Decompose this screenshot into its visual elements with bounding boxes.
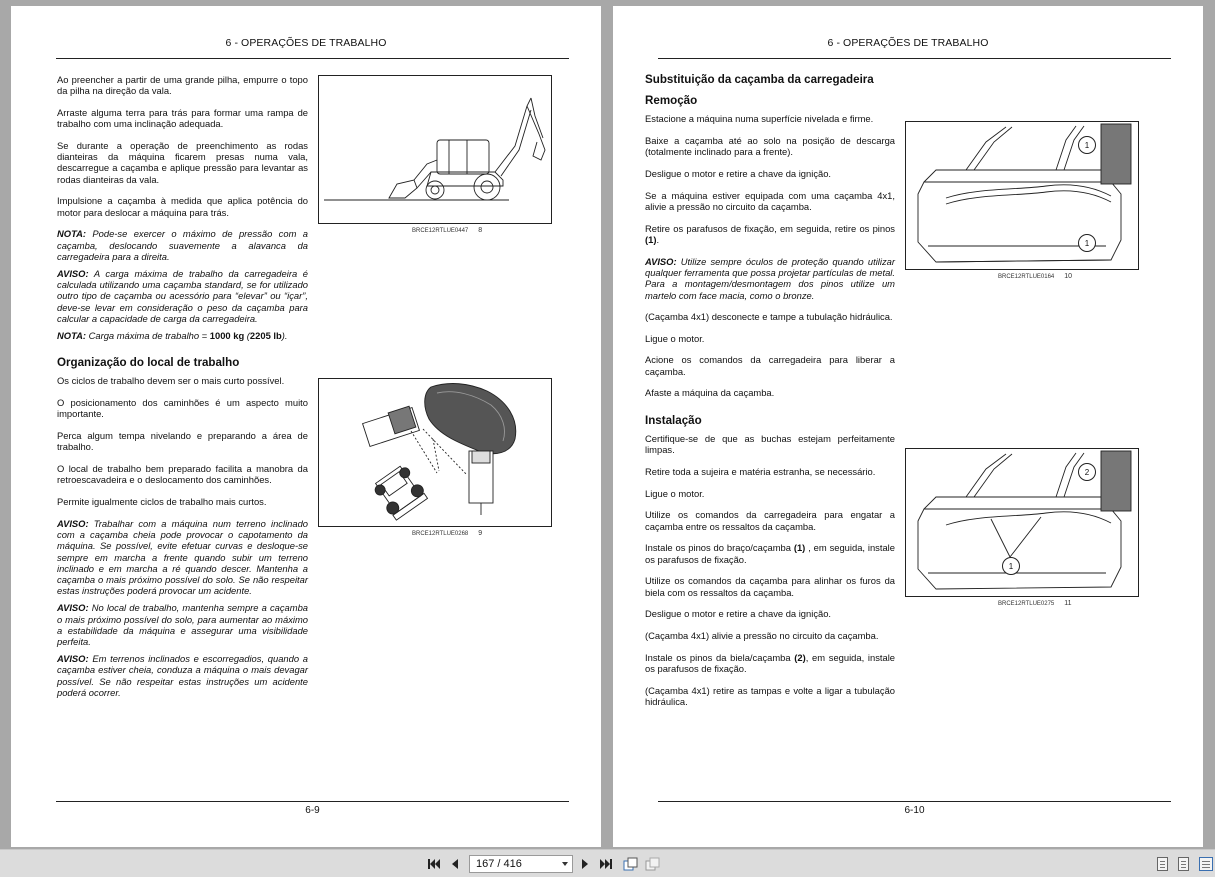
figure-caption: BRCE12RTLUE0268 9 [412, 530, 483, 537]
bucket-installation-illustration [906, 449, 1138, 596]
first-page-icon[interactable] [426, 855, 442, 873]
callout-1: 1 [1002, 557, 1020, 575]
next-page-icon[interactable] [578, 855, 592, 873]
figure-backhoe-loader [318, 75, 552, 224]
paragraph: Ligue o motor. [645, 487, 705, 499]
warning-paragraph: AVISO: A carga máxima de trabalho da carregadeira é calculada utilizando uma caçamba standard, se for utilizado outro tipo de caçamba ou acessório para “elevar” ou “içar”, deve-se levar em consideração o peso da caçamba para calcular a capacidade de carga da carregadeira. [57, 268, 308, 324]
note-paragraph: NOTA: Pode-se exercer o máximo de pressão com a caçamba, deslocando suavemente a alavanca da carregadeira para a direita. [57, 228, 308, 262]
paragraph: (Caçamba 4x1) retire as tampas e volte a ligar a tubulação hidráulica. [645, 685, 895, 708]
paragraph: Certifique-se de que as buchas estejam perfeitamente limpas. [645, 432, 895, 456]
paragraph: Perca algum tempa nivelando e preparando a área de trabalho. [57, 430, 308, 453]
subsection-title: Remoção [645, 94, 698, 108]
viewer-toolbar [0, 849, 1215, 877]
page-number: 6-10 [904, 805, 925, 816]
chevron-down-icon[interactable] [562, 862, 568, 866]
paragraph: Arraste alguma terra para trás para formar uma rampa de trabalho com uma inclinação adequada. [57, 107, 308, 130]
fit-width-icon[interactable] [645, 855, 661, 873]
header-rule [56, 58, 569, 59]
warning-paragraph: AVISO: No local de trabalho, mantenha sempre a caçamba o mais próximo possível do solo, para aumentar ao máximo a estabilidade da máquina e assegurar uma visibilidade perfeita. [57, 602, 308, 648]
paragraph: Impulsione a caçamba à medida que aplica potência do motor para deslocar a máquina para trás. [57, 195, 308, 218]
subsection-title: Instalação [645, 413, 702, 427]
backhoe-loader-illustration [319, 76, 551, 223]
figure-bucket-removal [905, 121, 1139, 270]
paragraph: Baixe a caçamba até ao solo na posição de descarga (totalmente inclinado para a frente). [645, 135, 895, 158]
paragraph: (Caçamba 4x1) alivie a pressão no circuito da caçamba. [645, 630, 879, 642]
paragraph: Instale os pinos do braço/caçamba (1) , em seguida, instale os parafusos de fixação. [645, 542, 895, 565]
continuous-view-icon[interactable] [1178, 857, 1189, 871]
header-rule [658, 58, 1171, 59]
footer-rule [56, 801, 569, 802]
paragraph: Instale os pinos da biela/caçamba (2), em seguida, instale os parafusos de fixação. [645, 652, 895, 675]
paragraph: Se a máquina estiver equipada com uma caçamba 4x1, alivie a pressão no circuito da caçamba. [645, 190, 895, 213]
paragraph: O local de trabalho bem preparado facilita a manobra da retroescavadeira e o deslocamento dos caminhões. [57, 463, 308, 486]
paragraph: Ao preencher a partir de uma grande pilha, empurre o topo da pilha na direção da vala. [57, 74, 308, 97]
prev-page-icon[interactable] [448, 855, 462, 873]
page-title: Substituição da caçamba da carregadeira [645, 73, 874, 86]
paragraph: Os ciclos de trabalho devem ser o mais curto possível. [57, 375, 285, 387]
callout-1: 1 [1078, 136, 1096, 154]
last-page-icon[interactable] [598, 855, 614, 873]
left-text-column-top [57, 74, 308, 704]
paragraph: Ligue o motor. [645, 332, 705, 344]
paragraph: Afaste a máquina da caçamba. [645, 387, 775, 399]
single-page-view-icon[interactable] [1157, 857, 1168, 871]
bucket-removal-illustration [906, 122, 1138, 269]
paragraph: Se durante a operação de preenchimento as rodas dianteiras da máquina ficarem presas numa vala, descarregue a caçamba e aplique pressão para levantar as rodas dianteiras da vala. [57, 140, 308, 185]
figure-caption: BRCE12RTLUE0275 11 [998, 600, 1072, 607]
paragraph: Retire toda a sujeira e matéria estranha, se necessário. [645, 465, 876, 477]
paragraph: Utilize os comandos da caçamba para alinhar os furos da biela com os ressaltos da caçamba. [645, 575, 895, 598]
paragraph: Retire os parafusos de fixação, em seguida, retire os pinos (1). [645, 223, 895, 246]
paragraph: (Caçamba 4x1) desconecte e tampe a tubulação hidráulica. [645, 310, 893, 322]
figure-caption: BRCE12RTLUE0164 10 [998, 273, 1073, 280]
paragraph: Permite igualmente ciclos de trabalho mais curtos. [57, 496, 267, 508]
paragraph: Desligue o motor e retire a chave da ignição. [645, 608, 832, 620]
warning-paragraph: AVISO: Utilize sempre óculos de proteção quando utilizar qualquer ferramenta que possa projetar partículas de metal. Para a montagem/desmontagem dos pinos utilize um martelo com face macia, como o bronze. [645, 256, 895, 301]
worksite-layout-illustration [319, 379, 551, 526]
fit-page-icon[interactable] [623, 855, 639, 873]
figure-bucket-installation [905, 448, 1139, 597]
pdf-page-left [11, 6, 601, 847]
figure-worksite-layout [318, 378, 552, 527]
warning-paragraph: AVISO: Trabalhar com a máquina num terreno inclinado com a caçamba cheia pode provocar o capotamento da máquina. Se possível, evite efetuar curvas e desloque-se sempre em marcha a frente quando subir um terreno inclinado e em marcha a ré quando descer. Mantenha a caçamba o mais próximo possível do solo. Se não respeitar estas instruções poderá provocar um acidente. [57, 518, 309, 597]
page-header: 6 - OPERAÇÕES DE TRABALHO [225, 37, 387, 49]
section-title: Organização do local de trabalho [57, 356, 240, 370]
page-header: 6 - OPERAÇÕES DE TRABALHO [827, 37, 989, 49]
figure-caption: BRCE12RTLUE0447 8 [412, 227, 483, 234]
footer-rule [658, 801, 1171, 802]
note-paragraph: NOTA: Carga máxima de trabalho = 1000 kg (2205 lb). [57, 330, 288, 342]
warning-paragraph: AVISO: Em terrenos inclinados e escorregadios, quando a caçamba estiver cheia, conduza a máquina o mais devagar possível. Se não respeitar estas instruções um acidente poderá ocorrer. [57, 653, 308, 698]
paragraph: Desligue o motor e retire a chave da ignição. [645, 168, 832, 180]
paragraph: Utilize os comandos da carregadeira para engatar a caçamba entre os ressaltos da caçamba. [645, 509, 895, 532]
paragraph: Acione os comandos da carregadeira para liberar a caçamba. [645, 354, 895, 377]
page-number: 6-9 [305, 805, 320, 816]
page-number-input[interactable]: 167 / 416 [469, 855, 573, 873]
two-page-view-icon[interactable] [1199, 857, 1213, 871]
pdf-page-right [613, 6, 1203, 847]
paragraph: Estacione a máquina numa superfície nivelada e firme. [645, 113, 874, 125]
callout-2: 2 [1078, 463, 1096, 481]
right-text-column [645, 74, 895, 718]
paragraph: O posicionamento dos caminhões é um aspecto muito importante. [57, 397, 308, 420]
callout-1: 1 [1078, 234, 1096, 252]
